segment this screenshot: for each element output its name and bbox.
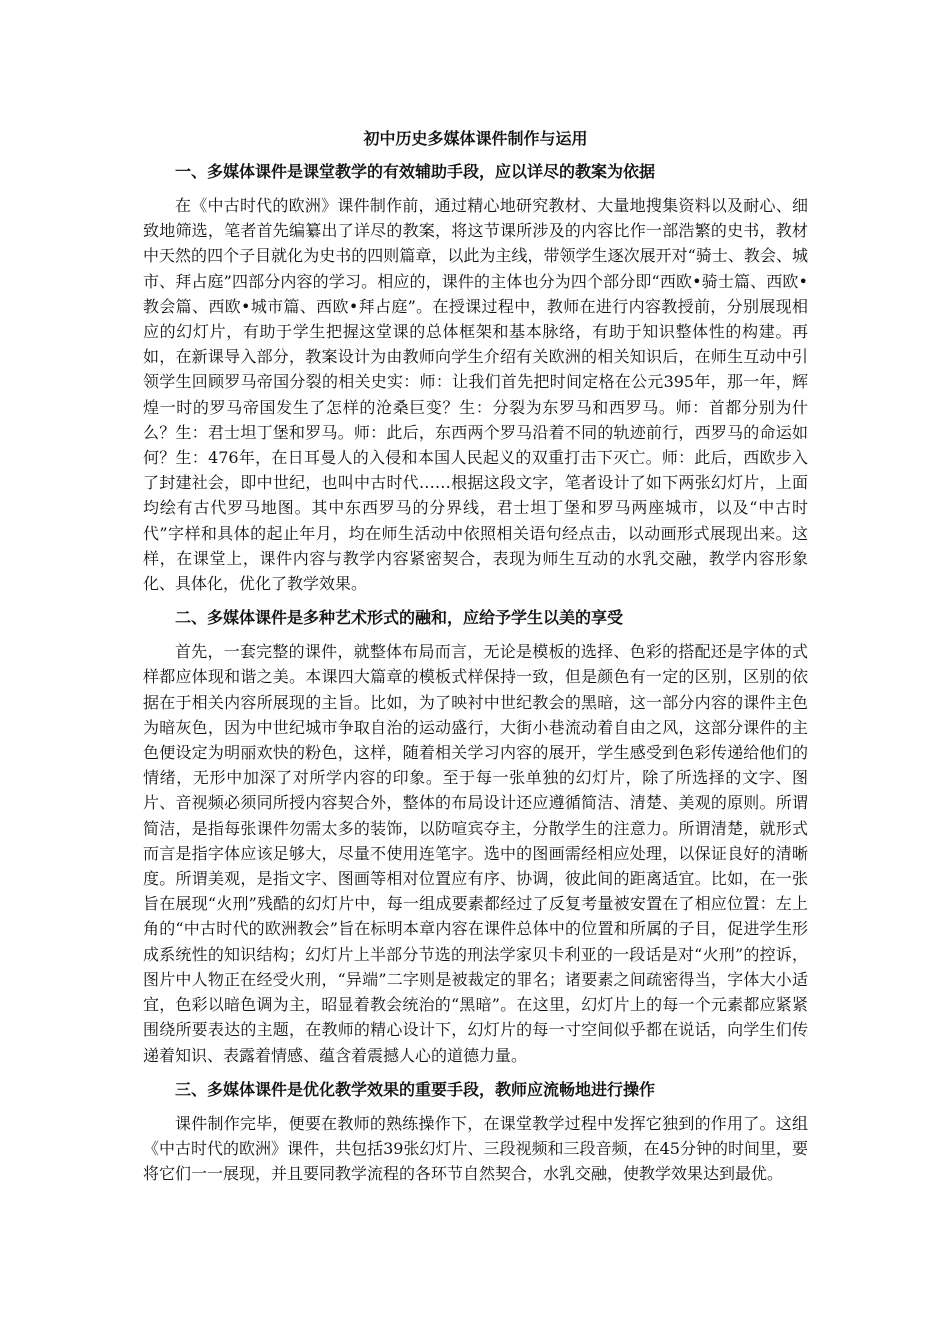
section-paragraph: 在《中古时代的欧洲》课件制作前，通过精心地研究教材、大量地搜集资料以及耐心、细致地筛选，笔者首先编纂出了详尽的教案，将这节课所涉及的内容比作一部浩繁的史书，教材中天然的四个子目就化为史书的四则篇章，以此为主线，带领学生逐次展开对“骑士、教会、城市、拜占庭”四部分内容的学习。相应的，课件的主体也分为四个部分即“西欧•骑士篇、西欧•教会篇、西欧•城市篇、西欧•拜占庭”。在授课过程中，教师在进行内容教授前，分别展现相应的幻灯片，有助于学生把握这堂课的总体框架和基本脉络，有助于知识整体性的构建。再如，在新课导入部分，教案设计为由教师向学生介绍有关欧洲的相关知识后，在师生互动中引领学生回顾罗马帝国分裂的相关史实：师：让我们首先把时间定格在公元395年，那一年，辉煌一时的罗马帝国发生了怎样的沧桑巨变？生：分裂为东罗马和西罗马。师：首都分别为什么？生：君士坦丁堡和罗马。师：此后，东西两个罗马沿着不同的轨迹前行，西罗马的命运如何？生：476年，在日耳曼人的入侵和本国人民起义的双重打击下灭亡。师：此后，西欧步入了封建社会，即中世纪，也叫中古时代……根据这段文字，笔者设计了如下两张幻灯片，上面均绘有古代罗马地图。其中东西罗马的分界线，君士坦丁堡和罗马两座城市，以及“中古时代”字样和具体的起止年月，均在师生活动中依照相关语句经点击，以动画形式展现出来。这样，在课堂上，课件内容与教学内容紧密契合，表现为师生互动的水乳交融，教学内容形象化、具体化，优化了教学效果。 bbox=[143, 196, 808, 594]
section-paragraph: 课件制作完毕，便要在教师的熟练操作下，在课堂教学过程中发挥它独到的作用了。这组《中古时代的欧洲》课件，共包括39张幻灯片、三段视频和三段音频，在45分钟的时间里，要将它们一一展现，并且要同教学流程的各环节自然契合，水乳交融，使教学效果达到最优。 bbox=[143, 1113, 808, 1184]
document-page bbox=[143, 128, 808, 1197]
section-1 bbox=[143, 161, 808, 596]
section-3 bbox=[143, 1079, 808, 1187]
section-2 bbox=[143, 607, 808, 1067]
document-title: 初中历史多媒体课件制作与运用 bbox=[363, 129, 588, 148]
section-paragraph: 首先，一套完整的课件，就整体布局而言，无论是模板的选择、色彩的搭配还是字体的式样都应体现和谐之美。本课四大篇章的模板式样保持一致，但是颜色有一定的区别，区别的依据在于相关内容所展现的主旨。比如，为了映衬中世纪教会的黑暗，这一部分内容的课件主色为暗灰色，因为中世纪城市争取自治的运动盛行，大街小巷流动着自由之风，这部分课件的主色便设定为明丽欢快的粉色，这样，随着相关学习内容的展开，学生感受到色彩传递给他们的情绪，无形中加深了对所学内容的印象。至于每一张单独的幻灯片，除了所选择的文字、图片、音视频必须同所授内容契合外，整体的布局设计还应遵循简洁、清楚、美观的原则。所谓简洁，是指每张课件勿需太多的装饰，以防喧宾夺主，分散学生的注意力。所谓清楚，就形式而言是指字体应该足够大，尽量不使用连笔字。选中的图画需经相应处理，以保证良好的清晰度。所谓美观，是指文字、图画等相对位置应有序、协调，彼此间的距离适宜。比如，在一张旨在展现“火刑”残酷的幻灯片中，每一组成要素都经过了反复考量被安置在了相应位置：左上角的“中古时代的欧洲教会”旨在标明本章内容在课件总体中的位置和所属的子目，促进学生形成系统性的知识结构；幻灯片上半部分节选的刑法学家贝卡利亚的一段话是对“火刑”的控诉，图片中人物正在经受火刑，“异端”二字则是被裁定的罪名；诸要素之间疏密得当，字体大小适宜，色彩以暗色调为主，昭显着教会统治的“黑暗”。在这里，幻灯片上的每一个元素都应紧紧围绕所要表达的主题，在教师的精心设计下，幻灯片的每一寸空间似乎都在说话，向学生们传递着知识、表露着情感、蕴含着震撼人心的道德力量。 bbox=[143, 642, 808, 1065]
section-heading: 二、多媒体课件是多种艺术形式的融和，应给予学生以美的享受 bbox=[175, 608, 624, 628]
section-heading: 三、多媒体课件是优化教学效果的重要手段，教师应流畅地进行操作 bbox=[175, 1079, 656, 1099]
section-heading: 一、多媒体课件是课堂教学的有效辅助手段，应以详尽的教案为依据 bbox=[175, 162, 656, 181]
